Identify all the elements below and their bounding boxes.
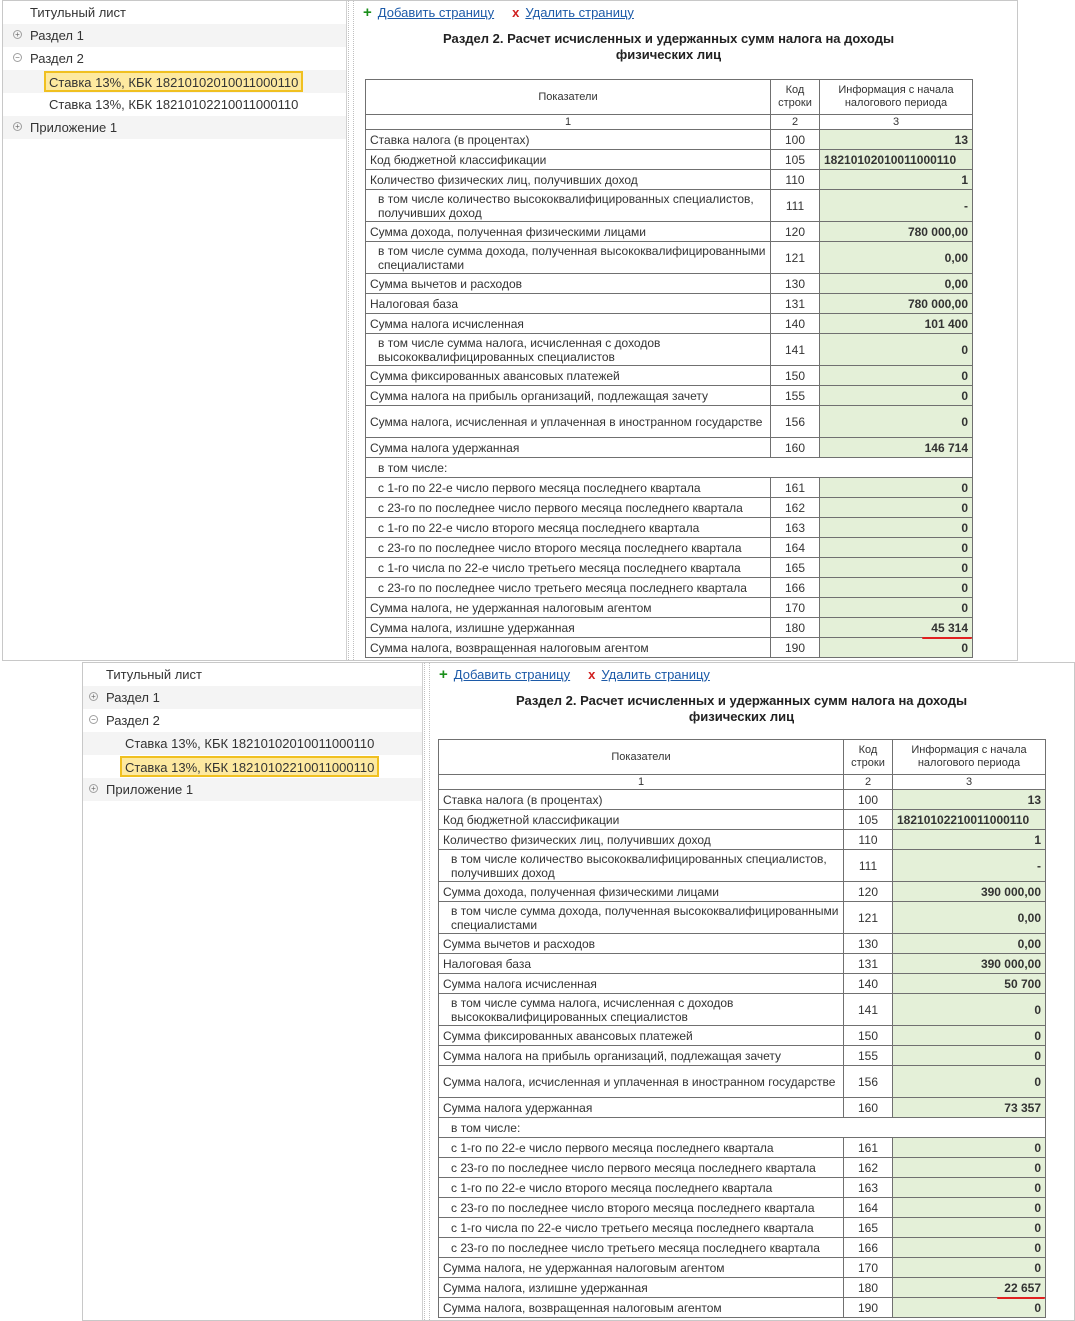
table-row: [366, 438, 973, 458]
row-value-field[interactable]: -: [820, 190, 973, 222]
tree-item-label-selected: Ставка 13%, КБК 18210102010011000110: [44, 71, 303, 92]
row-label: в том числе:: [439, 1118, 1046, 1138]
row-value-field[interactable]: 0,00: [893, 934, 1046, 954]
tree-item[interactable]: [3, 70, 346, 93]
row-label: Налоговая база: [439, 954, 844, 974]
row-value-field[interactable]: 0: [893, 1178, 1046, 1198]
delete-page-link[interactable]: Удалить страницу: [601, 667, 710, 682]
row-code: 170: [771, 598, 820, 618]
table-row: [439, 1138, 1046, 1158]
tree-item-label: Титульный лист: [106, 667, 203, 682]
row-value-field[interactable]: 0: [820, 386, 973, 406]
row-code: 120: [844, 882, 893, 902]
section-title-line2: физических лиц: [615, 47, 722, 62]
row-code: 130: [771, 274, 820, 294]
row-code: 166: [771, 578, 820, 598]
row-value-field[interactable]: 0: [820, 558, 973, 578]
row-value-field[interactable]: 0: [820, 478, 973, 498]
table-row: [439, 994, 1046, 1026]
row-code: 170: [844, 1258, 893, 1278]
row-label: в том числе количество высококвалифицированных специалистов, получивших доход: [439, 850, 844, 882]
row-label: с 1-го числа по 22-е число третьего месяца последнего квартала: [366, 558, 771, 578]
row-label: Сумма фиксированных авансовых платежей: [366, 366, 771, 386]
row-code: 100: [771, 130, 820, 150]
table-row: [439, 1198, 1046, 1218]
row-code: 140: [771, 314, 820, 334]
row-value-field[interactable]: 780 000,00: [820, 222, 973, 242]
row-label: Сумма дохода, полученная физическими лицами: [366, 222, 771, 242]
row-label: Ставка налога (в процентах): [366, 130, 771, 150]
row-label: с 23-го по последнее число третьего месяца последнего квартала: [366, 578, 771, 598]
row-value-field[interactable]: 0: [893, 1258, 1046, 1278]
table-row: [439, 902, 1046, 934]
row-value-field[interactable]: 0: [893, 1026, 1046, 1046]
row-value-field[interactable]: 146 714: [820, 438, 973, 458]
header-indicators: Показатели: [439, 740, 844, 775]
row-code: 162: [844, 1158, 893, 1178]
row-value-field[interactable]: 0: [820, 598, 973, 618]
table-row: [439, 1178, 1046, 1198]
table-row: [439, 974, 1046, 994]
row-value-field[interactable]: 73 357: [893, 1098, 1046, 1118]
row-code: 166: [844, 1238, 893, 1258]
row-label: с 23-го по последнее число третьего месяца последнего квартала: [439, 1238, 844, 1258]
row-code: 105: [844, 810, 893, 830]
column-number: 1: [439, 775, 844, 790]
row-code: 160: [844, 1098, 893, 1118]
row-label: с 1-го числа по 22-е число третьего месяца последнего квартала: [439, 1218, 844, 1238]
table-row: [366, 498, 973, 518]
tree-item[interactable]: [83, 778, 422, 801]
row-label: Сумма налога удержанная: [366, 438, 771, 458]
row-label: Код бюджетной классификации: [439, 810, 844, 830]
indicators-table: [438, 739, 1046, 1318]
table-row: [439, 1238, 1046, 1258]
row-label: Сумма налога, излишне удержанная: [366, 618, 771, 638]
tree-item-label: Ставка 13%, КБК 18210102010011000110: [125, 736, 375, 751]
row-code: 140: [844, 974, 893, 994]
row-value-field[interactable]: 0: [820, 538, 973, 558]
row-label: Сумма налога на прибыль организаций, подлежащая зачету: [439, 1046, 844, 1066]
row-label: Сумма налога исчисленная: [439, 974, 844, 994]
table-row: [366, 334, 973, 366]
row-value-field[interactable]: 390 000,00: [893, 954, 1046, 974]
row-code: 155: [844, 1046, 893, 1066]
row-label: Сумма налога на прибыль организаций, подлежащая зачету: [366, 386, 771, 406]
section-title: [431, 693, 1052, 725]
tree-item[interactable]: [3, 93, 346, 116]
row-code: 163: [844, 1178, 893, 1198]
table-row: [366, 518, 973, 538]
row-value-field[interactable]: 0: [893, 1298, 1046, 1318]
tree-item[interactable]: [83, 686, 422, 709]
row-label: с 1-го по 22-е число второго месяца последнего квартала: [366, 518, 771, 538]
table-row: [439, 934, 1046, 954]
row-label: с 23-го по последнее число второго месяца последнего квартала: [439, 1198, 844, 1218]
row-label: с 23-го по последнее число первого месяца последнего квартала: [439, 1158, 844, 1178]
row-value-field[interactable]: 0: [893, 994, 1046, 1026]
table-row: [366, 538, 973, 558]
table-row: [366, 618, 973, 638]
row-value-field[interactable]: 0: [893, 1138, 1046, 1158]
highlight-underline: [922, 637, 972, 639]
document-area-2: [431, 663, 1075, 1321]
report-window-2: [82, 662, 1075, 1321]
table-row: [366, 598, 973, 618]
row-code: 162: [771, 498, 820, 518]
column-number: 2: [844, 775, 893, 790]
header-indicators: Показатели: [366, 80, 771, 115]
row-code: 155: [771, 386, 820, 406]
row-code: 164: [771, 538, 820, 558]
table-row: [439, 954, 1046, 974]
tree-item-label: Раздел 1: [30, 28, 84, 43]
row-code: 150: [771, 366, 820, 386]
table-row: [366, 638, 973, 658]
table-row: [439, 850, 1046, 882]
row-value-field[interactable]: 0: [893, 1198, 1046, 1218]
plus-icon[interactable]: +: [363, 4, 372, 21]
row-value-field[interactable]: 18210102210011000110: [893, 810, 1046, 830]
row-label: в том числе количество высококвалифицированных специалистов, получивших доход: [366, 190, 771, 222]
row-label: Сумма налога, возвращенная налоговым агентом: [439, 1298, 844, 1318]
tree-item-label: Титульный лист: [30, 5, 127, 20]
tree-item[interactable]: [3, 1, 346, 24]
row-label: Сумма налога, не удержанная налоговым агентом: [439, 1258, 844, 1278]
section-tree-2: [83, 663, 423, 1321]
table-row: [439, 1066, 1046, 1098]
row-code: 190: [844, 1298, 893, 1318]
row-value-field[interactable]: 0: [893, 1046, 1046, 1066]
tree-item[interactable]: [83, 755, 422, 778]
row-label: с 23-го по последнее число второго месяца последнего квартала: [366, 538, 771, 558]
document-area-1: [355, 1, 1018, 661]
expand-icon[interactable]: +: [89, 692, 98, 701]
add-page-link[interactable]: Добавить страницу: [377, 5, 495, 20]
row-label: с 1-го по 22-е число второго месяца последнего квартала: [439, 1178, 844, 1198]
row-label: Сумма налога исчисленная: [366, 314, 771, 334]
row-value-field[interactable]: 0: [820, 518, 973, 538]
row-code: 110: [844, 830, 893, 850]
delete-page-link[interactable]: Удалить страницу: [525, 5, 634, 20]
tree-item[interactable]: [83, 663, 422, 686]
row-value-field[interactable]: 45 314: [820, 618, 973, 638]
expand-icon[interactable]: +: [13, 122, 22, 131]
row-code: 190: [771, 638, 820, 658]
table-row: [366, 190, 973, 222]
report-window-1: [2, 0, 1018, 661]
header-line-code: Код строки: [771, 80, 820, 115]
row-code: 110: [771, 170, 820, 190]
row-value-field[interactable]: 390 000,00: [893, 882, 1046, 902]
column-number: 2: [771, 115, 820, 130]
table-row: [439, 1098, 1046, 1118]
row-code: 111: [771, 190, 820, 222]
row-label: Количество физических лиц, получивших доход: [366, 170, 771, 190]
row-value-field[interactable]: 0: [820, 498, 973, 518]
table-row: [439, 830, 1046, 850]
table-row: [366, 366, 973, 386]
column-number: 3: [820, 115, 973, 130]
row-code: 180: [771, 618, 820, 638]
table-header-row: [439, 740, 1046, 775]
page-toolbar: [363, 4, 652, 22]
row-value-field[interactable]: 0,00: [820, 274, 973, 294]
row-value-field[interactable]: -: [893, 850, 1046, 882]
tree-item[interactable]: [3, 47, 346, 70]
row-value-field[interactable]: 101 400: [820, 314, 973, 334]
row-code: 161: [771, 478, 820, 498]
row-label: Сумма налога, исчисленная и уплаченная в иностранном государстве: [366, 406, 771, 438]
section-title-line1: Раздел 2. Расчет исчисленных и удержанных сумм налога на доходы: [442, 31, 895, 46]
row-value-field[interactable]: 1: [820, 170, 973, 190]
column-numbers-row: [439, 775, 1046, 790]
tree-item-label-selected: Ставка 13%, КБК 18210102210011000110: [120, 756, 379, 777]
row-code: 180: [844, 1278, 893, 1298]
tree-item-label: Приложение 1: [106, 782, 194, 797]
row-label: Сумма налога, излишне удержанная: [439, 1278, 844, 1298]
tree-item-label: Раздел 1: [106, 690, 160, 705]
row-code: 105: [771, 150, 820, 170]
row-value-field[interactable]: 0: [820, 334, 973, 366]
table-row: [366, 222, 973, 242]
table-header-row: [366, 80, 973, 115]
header-line-code: Код строки: [844, 740, 893, 775]
row-label: в том числе сумма налога, исчисленная с доходов высококвалифицированных специалистов: [439, 994, 844, 1026]
table-row: [366, 386, 973, 406]
row-label: Сумма налога, возвращенная налоговым агентом: [366, 638, 771, 658]
table-row: [366, 242, 973, 274]
row-value-field[interactable]: 0: [893, 1158, 1046, 1178]
row-label: с 1-го по 22-е число первого месяца последнего квартала: [366, 478, 771, 498]
row-value-field[interactable]: 780 000,00: [820, 294, 973, 314]
row-label: в том числе сумма дохода, полученная высококвалифицированными специалистами: [366, 242, 771, 274]
row-code: 121: [771, 242, 820, 274]
indicators-table: [365, 79, 973, 658]
tree-item-label: Ставка 13%, КБК 18210102210011000110: [49, 97, 299, 112]
table-row: [439, 790, 1046, 810]
row-label: в том числе сумма налога, исчисленная с доходов высококвалифицированных специалистов: [366, 334, 771, 366]
collapse-icon[interactable]: −: [89, 715, 98, 724]
row-value-field[interactable]: 0: [820, 406, 973, 438]
tree-item-label: Раздел 2: [106, 713, 160, 728]
tree-item-label: Раздел 2: [30, 51, 84, 66]
row-label: Ставка налога (в процентах): [439, 790, 844, 810]
expand-icon[interactable]: +: [13, 30, 22, 39]
row-code: 161: [844, 1138, 893, 1158]
row-value-field[interactable]: 0,00: [820, 242, 973, 274]
collapse-icon[interactable]: −: [13, 53, 22, 62]
delete-x-icon[interactable]: x: [588, 667, 596, 682]
tree-item[interactable]: [83, 709, 422, 732]
row-label: Количество физических лиц, получивших доход: [439, 830, 844, 850]
section-title-line2: физических лиц: [688, 709, 795, 724]
plus-icon[interactable]: +: [439, 666, 448, 683]
row-label: Код бюджетной классификации: [366, 150, 771, 170]
add-page-link[interactable]: Добавить страницу: [453, 667, 571, 682]
row-label: с 1-го по 22-е число первого месяца последнего квартала: [439, 1138, 844, 1158]
table-row: [366, 578, 973, 598]
row-code: 163: [771, 518, 820, 538]
expand-icon[interactable]: +: [89, 784, 98, 793]
row-value-field[interactable]: 22 657: [893, 1278, 1046, 1298]
panel-splitter-2[interactable]: [424, 663, 430, 1320]
row-code: 156: [771, 406, 820, 438]
header-period-info: Информация с начала налогового периода: [820, 80, 973, 115]
highlight-underline: [997, 1297, 1045, 1299]
table-row: [439, 1158, 1046, 1178]
table-row: [439, 1278, 1046, 1298]
row-value-field[interactable]: 0: [893, 1066, 1046, 1098]
row-code: 130: [844, 934, 893, 954]
header-period-info: Информация с начала налогового периода: [893, 740, 1046, 775]
row-label: Сумма вычетов и расходов: [366, 274, 771, 294]
section-tree-1: [3, 1, 347, 661]
row-value-field[interactable]: 50 700: [893, 974, 1046, 994]
tree-item[interactable]: [3, 116, 346, 139]
row-value-field[interactable]: 0,00: [893, 902, 1046, 934]
panel-splitter-1[interactable]: [348, 1, 354, 660]
table-row: [439, 882, 1046, 902]
table-row: [366, 406, 973, 438]
row-code: 141: [771, 334, 820, 366]
row-label: в том числе сумма дохода, полученная высококвалифицированными специалистами: [439, 902, 844, 934]
row-code: 150: [844, 1026, 893, 1046]
row-value-field[interactable]: 1: [893, 830, 1046, 850]
row-code: 141: [844, 994, 893, 1026]
row-code: 100: [844, 790, 893, 810]
table-row: [439, 1218, 1046, 1238]
row-value-field[interactable]: 18210102010011000110: [820, 150, 973, 170]
row-label: с 23-го по последнее число первого месяца последнего квартала: [366, 498, 771, 518]
column-numbers-row: [366, 115, 973, 130]
row-value-field[interactable]: 13: [893, 790, 1046, 810]
column-number: 1: [366, 115, 771, 130]
table-row: [366, 170, 973, 190]
tree-item-label: Приложение 1: [30, 120, 118, 135]
row-label: Сумма дохода, полученная физическими лицами: [439, 882, 844, 902]
table-row: [366, 150, 973, 170]
table-row: [366, 130, 973, 150]
row-code: 165: [771, 558, 820, 578]
row-value-field[interactable]: 0: [820, 366, 973, 386]
row-label: Налоговая база: [366, 294, 771, 314]
row-code: 121: [844, 902, 893, 934]
table-row: [366, 558, 973, 578]
row-label: Сумма вычетов и расходов: [439, 934, 844, 954]
section-title: [355, 31, 982, 63]
table-row: [366, 274, 973, 294]
table-row: [439, 810, 1046, 830]
table-row: [366, 478, 973, 498]
table-row: [439, 1298, 1046, 1318]
row-code: 111: [844, 850, 893, 882]
row-label: Сумма налога удержанная: [439, 1098, 844, 1118]
tree-item[interactable]: [83, 732, 422, 755]
row-value-field[interactable]: 0: [893, 1218, 1046, 1238]
delete-x-icon[interactable]: x: [512, 5, 520, 20]
table-row: [439, 1258, 1046, 1278]
table-row: [366, 458, 973, 478]
row-code: 165: [844, 1218, 893, 1238]
section-title-line1: Раздел 2. Расчет исчисленных и удержанных сумм налога на доходы: [515, 693, 968, 708]
column-number: 3: [893, 775, 1046, 790]
row-label: Сумма фиксированных авансовых платежей: [439, 1026, 844, 1046]
row-code: 120: [771, 222, 820, 242]
row-label: Сумма налога, исчисленная и уплаченная в иностранном государстве: [439, 1066, 844, 1098]
row-code: 131: [771, 294, 820, 314]
row-label: в том числе:: [366, 458, 973, 478]
row-code: 164: [844, 1198, 893, 1218]
tree-item[interactable]: [3, 24, 346, 47]
row-label: Сумма налога, не удержанная налоговым агентом: [366, 598, 771, 618]
page-toolbar: [439, 666, 728, 684]
table-row: [439, 1026, 1046, 1046]
row-code: 131: [844, 954, 893, 974]
row-value-field[interactable]: 0: [820, 638, 973, 658]
row-value-field[interactable]: 13: [820, 130, 973, 150]
row-value-field[interactable]: 0: [820, 578, 973, 598]
table-row: [439, 1118, 1046, 1138]
row-code: 156: [844, 1066, 893, 1098]
table-row: [366, 294, 973, 314]
table-row: [366, 314, 973, 334]
row-value-field[interactable]: 0: [893, 1238, 1046, 1258]
row-code: 160: [771, 438, 820, 458]
table-row: [439, 1046, 1046, 1066]
